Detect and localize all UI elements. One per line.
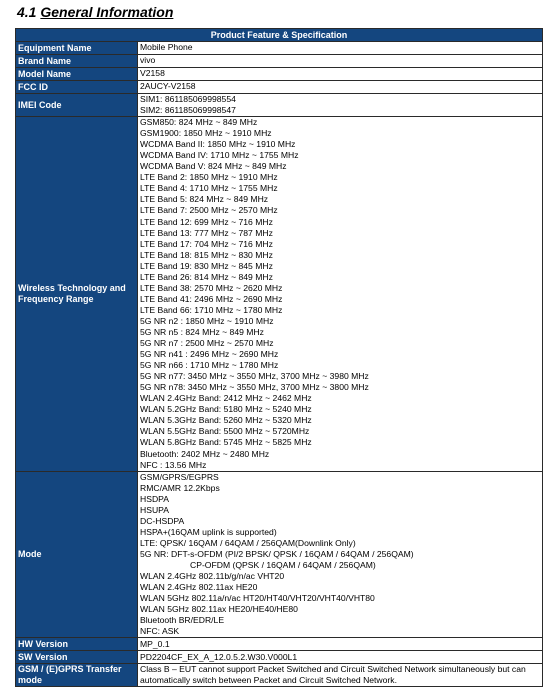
wireless-technology-value — [138, 117, 543, 472]
mode-line: 5G NR: DFT-s-OFDM (PI/2 BPSK/ QPSK / 16QAM / 64QAM / 256QAM) — [140, 548, 414, 559]
frequency-line: WCDMA Band V: 824 MHz ~ 849 MHz — [140, 161, 287, 172]
frequency-line: 5G NR n7 : 2500 MHz ~ 2570 MHz — [140, 338, 274, 349]
frequency-line: LTE Band 19: 830 MHz ~ 845 MHz — [140, 260, 273, 271]
table-row — [16, 55, 543, 68]
imei-line: SIM1: 861185069998554 — [140, 94, 236, 104]
table-row — [16, 664, 543, 687]
mode-line: GSM/GPRS/EGPRS — [140, 471, 219, 482]
mode-line: CP-OFDM (QPSK / 16QAM / 64QAM / 256QAM) — [190, 559, 376, 570]
frequency-line: WLAN 5.2GHz Band: 5180 MHz ~ 5240 MHz — [140, 404, 312, 415]
mode-line: WLAN 2.4GHz 802.11b/g/n/ac VHT20 — [140, 571, 285, 582]
frequency-line: WLAN 2.4GHz Band: 2412 MHz ~ 2462 MHz — [140, 393, 312, 404]
mode-line: RMC/AMR 12.2Kbps — [140, 482, 220, 493]
frequency-line: LTE Band 4: 1710 MHz ~ 1755 MHz — [140, 183, 278, 194]
gsm-transfer-mode-cell — [138, 664, 543, 687]
frequency-line: WLAN 5.8GHz Band: 5745 MHz ~ 5825 MHz — [140, 437, 312, 448]
table-row — [16, 81, 543, 94]
brand-name-label: Brand Name — [16, 55, 138, 68]
mode-label: Mode — [16, 471, 138, 638]
equipment-name-value: Mobile Phone — [138, 42, 543, 55]
mode-line: WLAN 2.4GHz 802.11ax HE20 — [140, 582, 258, 593]
frequency-line: LTE Band 18: 815 MHz ~ 830 MHz — [140, 249, 273, 260]
wireless-technology-label: Wireless Technology and Frequency Range — [16, 117, 138, 472]
mode-line: NFC: ASK — [140, 626, 180, 637]
frequency-line: LTE Band 66: 1710 MHz ~ 1780 MHz — [140, 304, 283, 315]
table-header-row — [16, 29, 543, 42]
table-row — [16, 638, 543, 651]
frequency-line: 5G NR n66 : 1710 MHz ~ 1780 MHz — [140, 360, 279, 371]
frequency-line: LTE Band 12: 699 MHz ~ 716 MHz — [140, 216, 273, 227]
gsm-transfer-mode-label: GSM / (E)GPRS Transfer mode — [16, 664, 138, 687]
table-row — [16, 651, 543, 664]
frequency-line: LTE Band 26: 814 MHz ~ 849 MHz — [140, 271, 273, 282]
frequency-line: GSM1900: 1850 MHz ~ 1910 MHz — [140, 128, 272, 139]
frequency-line: Bluetooth: 2402 MHz ~ 2480 MHz — [140, 448, 270, 459]
mode-line: DC-HSDPA — [140, 515, 185, 526]
table-row — [16, 42, 543, 55]
mode-line: WLAN 5GHz 802.11a/n/ac HT20/HT40/VHT20/VHT40/VHT80 — [140, 593, 375, 604]
brand-name-value: vivo — [138, 55, 543, 68]
section-heading — [17, 4, 173, 20]
mode-line: Bluetooth BR/EDR/LE — [140, 615, 225, 626]
frequency-line: WCDMA Band IV: 1710 MHz ~ 1755 MHz — [140, 150, 299, 161]
sw-version-label: SW Version — [16, 651, 138, 664]
frequency-line: WLAN 5.3GHz Band: 5260 MHz ~ 5320 MHz — [140, 415, 312, 426]
mode-line: HSUPA — [140, 504, 169, 515]
section-number: 4.1 — [17, 4, 37, 20]
frequency-line: LTE Band 13: 777 MHz ~ 787 MHz — [140, 227, 273, 238]
frequency-line: GSM850: 824 MHz ~ 849 MHz — [140, 117, 258, 128]
spec-table — [15, 28, 543, 687]
hw-version-label: HW Version — [16, 638, 138, 651]
fcc-id-value: 2AUCY-V2158 — [138, 81, 543, 94]
frequency-line: LTE Band 17: 704 MHz ~ 716 MHz — [140, 238, 273, 249]
frequency-line: 5G NR n78: 3450 MHz ~ 3550 MHz, 3700 MHz ~ 3800 MHz — [140, 382, 369, 393]
imei-line: SIM2: 861185069998547 — [140, 105, 236, 116]
frequency-line: 5G NR n2 : 1850 MHz ~ 1910 MHz — [140, 315, 274, 326]
hw-version-value: MP_0.1 — [138, 638, 543, 651]
mode-value — [138, 471, 543, 638]
fcc-id-label: FCC ID — [16, 81, 138, 94]
frequency-line: LTE Band 2: 1850 MHz ~ 1910 MHz — [140, 172, 278, 183]
model-name-value: V2158 — [138, 68, 543, 81]
table-row — [16, 94, 543, 117]
equipment-name-label: Equipment Name — [16, 42, 138, 55]
table-row — [16, 68, 543, 81]
frequency-line: LTE Band 38: 2570 MHz ~ 2620 MHz — [140, 282, 283, 293]
mode-line: WLAN 5GHz 802.11ax HE20/HE40/HE80 — [140, 604, 298, 615]
mode-line: LTE: QPSK/ 16QAM / 64QAM / 256QAM(Downlink Only) — [140, 537, 356, 548]
imei-code-label: IMEI Code — [16, 94, 138, 117]
frequency-line: WLAN 5.5GHz Band: 5500 MHz ~ 5720MHz — [140, 426, 310, 437]
frequency-line: NFC : 13.56 MHz — [140, 459, 207, 470]
mode-line: HSPA+(16QAM uplink is supported) — [140, 526, 277, 537]
table-row — [16, 117, 543, 472]
frequency-line: 5G NR n5 : 824 MHz ~ 849 MHz — [140, 326, 264, 337]
model-name-label: Model Name — [16, 68, 138, 81]
sw-version-value: PD2204CF_EX_A_12.0.5.2.W30.V000L1 — [138, 651, 543, 664]
imei-code-value — [138, 94, 543, 117]
frequency-line: 5G NR n41 : 2496 MHz ~ 2690 MHz — [140, 349, 279, 360]
frequency-line: 5G NR n77: 3450 MHz ~ 3550 MHz, 3700 MHz ~ 3980 MHz — [140, 371, 369, 382]
frequency-line: LTE Band 7: 2500 MHz ~ 2570 MHz — [140, 205, 278, 216]
table-header: Product Feature & Specification — [16, 29, 543, 42]
gsm-transfer-mode-value: Class B – EUT cannot support Packet Switched and Circuit Switched Network simultaneously but can automatically switch between Packet and Circuit Switched Network. — [140, 664, 526, 686]
frequency-line: LTE Band 5: 824 MHz ~ 849 MHz — [140, 194, 269, 205]
table-row — [16, 471, 543, 638]
mode-line: HSDPA — [140, 493, 169, 504]
frequency-line: LTE Band 41: 2496 MHz ~ 2690 MHz — [140, 293, 283, 304]
section-title: General Information — [40, 4, 174, 20]
frequency-line: WCDMA Band II: 1850 MHz ~ 1910 MHz — [140, 139, 296, 150]
